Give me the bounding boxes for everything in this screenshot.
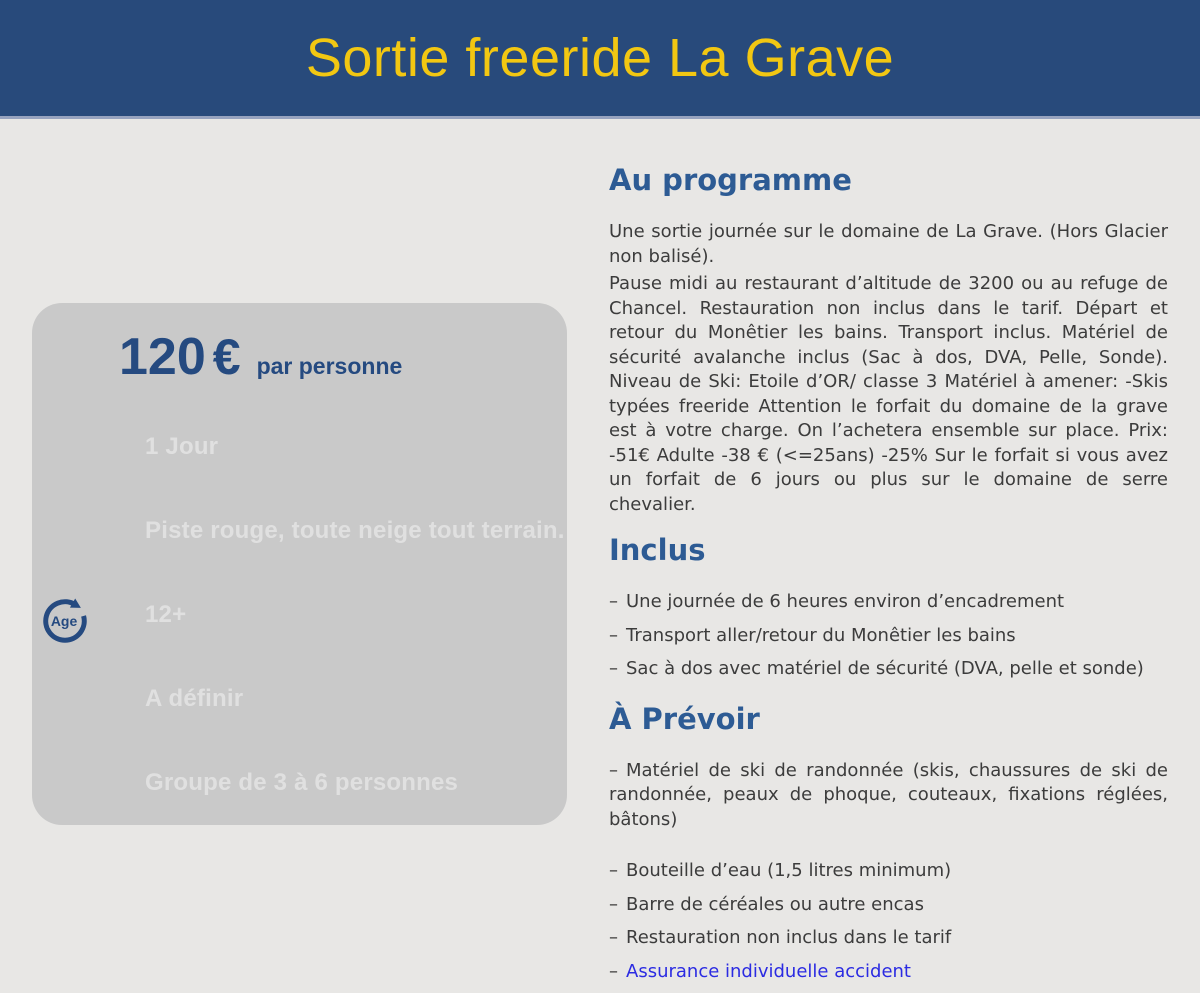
bullet-dash: – (609, 658, 618, 679)
prevoir-list (609, 759, 1168, 985)
inclus-list (609, 590, 1168, 682)
insurance-link[interactable]: Assurance individuelle accident (626, 960, 911, 982)
bullet-dash: – (609, 759, 618, 781)
section-title-inclus: Inclus (609, 533, 706, 567)
level-label: Piste rouge, toute neige tout terrain. (145, 517, 565, 544)
inclus-item-text: Sac à dos avec matériel de sécurité (DVA, pelle et sonde) (626, 658, 1144, 679)
inclus-item-text: Transport aller/retour du Monêtier les bains (626, 624, 1016, 646)
list-item (609, 590, 1168, 615)
programme-paragraph-1: Une sortie journée sur le domaine de La Grave. (Hors Glacier non balisé). (609, 221, 1168, 267)
right-column (609, 119, 1168, 993)
page-header (0, 0, 1200, 119)
prevoir-item-text: Matériel de ski de randonnée (skis, chaussures de ski de randonnée, peaux de phoque, couteaux, fixations réglées, bâtons) (609, 759, 1168, 830)
bullet-dash: – (609, 591, 618, 612)
price-per-person-label: par personne (256, 353, 403, 379)
page-title: Sortie freeride La Grave (305, 28, 895, 88)
duration-label: 1 Jour (145, 433, 219, 460)
main-content (0, 119, 1200, 993)
date-label: A définir (145, 685, 244, 712)
bullet-dash: – (609, 860, 618, 881)
list-item (609, 657, 1168, 682)
list-item (609, 759, 1168, 833)
card-row-duration (32, 405, 567, 489)
prevoir-item-text: Bouteille d’eau (1,5 litres minimum) (626, 860, 952, 881)
bullet-dash: – (609, 927, 618, 948)
list-item (609, 893, 1168, 918)
card-row-level (32, 489, 567, 573)
group-size-label: Groupe de 3 à 6 personnes (145, 769, 459, 796)
price-currency: € (212, 329, 241, 385)
programme-paragraph-2: Pause midi au restaurant d’altitude de 3200 ou au refuge de Chancel. Restauration non inclus dans le tarif. Départ et retour du Monêtier les bains. Transport inclus. Matériel de sécurité avalanche inclus (Sac à dos, DVA, Pelle, Sonde). Niveau de Ski: Etoile d’OR/ classe 3 Matériel à amener: -Skis typées freeride Attention le forfait du domaine de la grave est à votre charge. On l’achetera ensemble sur place. Prix: -51€ Adulte -38 € (<=25ans) -25% Sur le forfait si vous avez un forfait de 6 jours ou plus sur le domaine de serre chevalier. (609, 273, 1168, 515)
list-item (609, 859, 1168, 884)
list-item-link (609, 960, 1168, 985)
bullet-dash: – (609, 893, 618, 915)
bullet-dash: – (609, 624, 618, 646)
card-row-group (32, 741, 567, 825)
card-row-age (32, 573, 567, 657)
age-label: 12+ (145, 601, 187, 628)
list-item (609, 624, 1168, 649)
bullet-dash: – (609, 960, 618, 982)
section-title-programme: Au programme (609, 163, 852, 197)
inclus-item-text: Une journée de 6 heures environ d’encadrement (626, 591, 1065, 612)
age-icon (39, 594, 91, 646)
prevoir-item-text: Barre de céréales ou autre encas (626, 893, 924, 915)
section-title-prevoir: À Prévoir (609, 701, 760, 736)
left-column (32, 119, 567, 993)
age-icon-text: Age (50, 612, 78, 629)
card-row-date (32, 657, 567, 741)
card-feature-list (32, 405, 567, 825)
price-row (32, 303, 567, 387)
price-value: 120 (119, 328, 206, 386)
price-card (32, 303, 567, 825)
list-item (609, 926, 1168, 951)
prevoir-item-text: Restauration non inclus dans le tarif (626, 927, 952, 948)
